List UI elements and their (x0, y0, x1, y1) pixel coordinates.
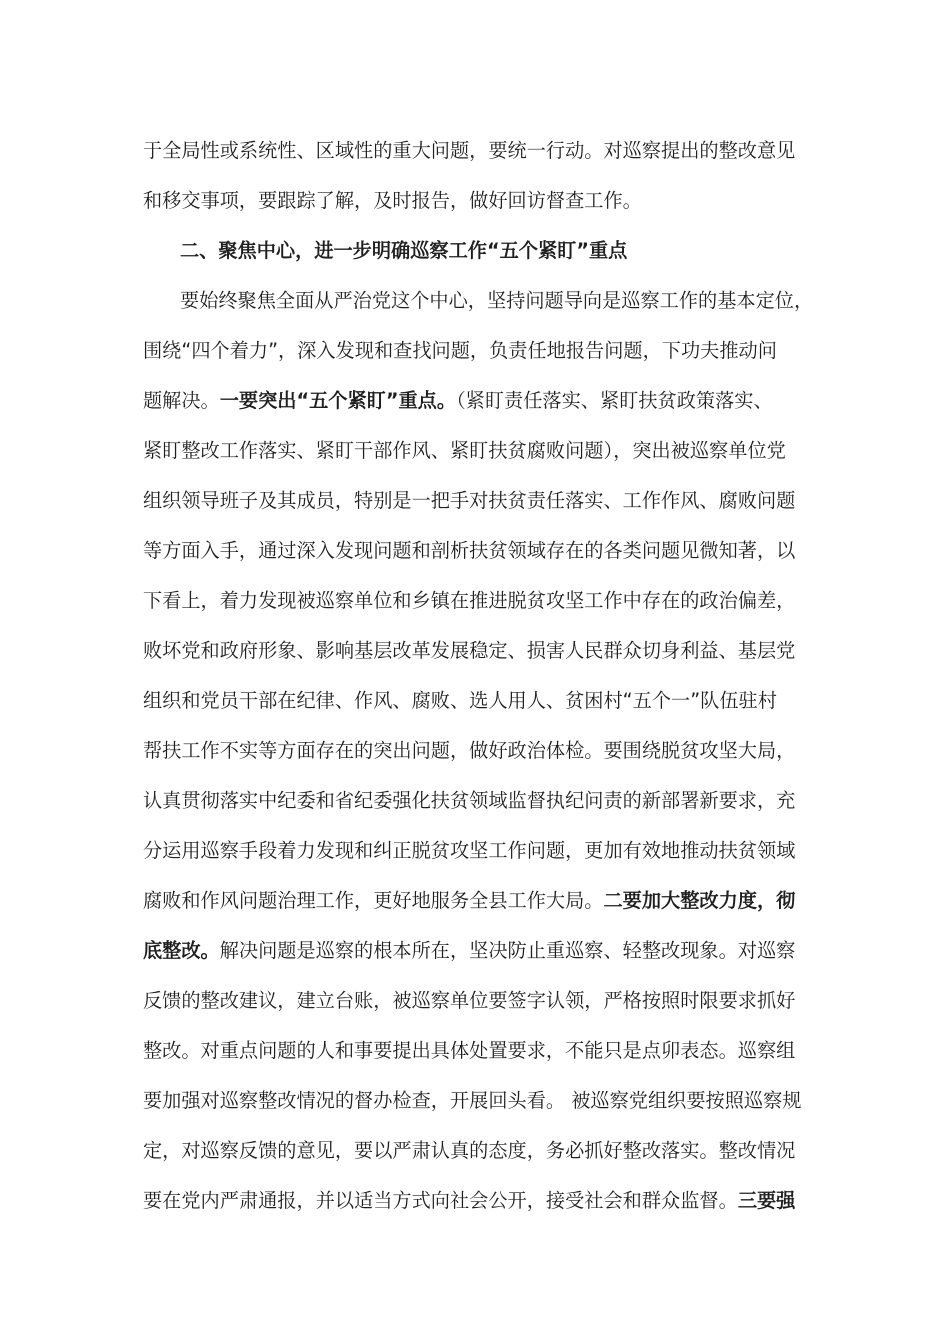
section-heading (180, 238, 627, 264)
text-line-8 (143, 488, 795, 514)
text-run: 组织领导班子及其成员，特别是一把手对扶贫责任落实、工作作风、腐败问题 (143, 489, 796, 512)
text-line-17 (143, 938, 795, 964)
text-line-18 (143, 988, 795, 1014)
text-line-21 (143, 1138, 795, 1164)
text-line-2 (143, 188, 642, 214)
text-run: 腐败和作风问题治理工作，更好地服务全县工作大局。 (143, 889, 604, 912)
bold-run: 三要强 (737, 1189, 796, 1212)
bold-run: 二要加大整改力度，彻 (603, 889, 796, 912)
text-run: 定，对巡察反馈的意见，要以严肃认真的态度，务必抓好整改落实。整改情况 (143, 1139, 796, 1162)
text-line-4 (180, 288, 813, 314)
text-run: 分运用巡察手段着力发现和纠正脱贫攻坚工作问题，更加有效地推动扶贫领域 (143, 839, 796, 862)
text-line-6 (143, 388, 773, 414)
text-run: 反馈的整改建议，建立台账，被巡察单位要签字认领，严格按照时限要求抓好 (143, 989, 796, 1012)
text-run: 紧盯整改工作落实、紧盯干部作风、紧盯扶贫腐败问题），突出被巡察单位党 (143, 439, 786, 462)
text-line-7 (143, 438, 786, 464)
text-line-16 (143, 888, 795, 914)
text-line-11 (143, 638, 795, 664)
bold-run: 一要突出“五个紧盯”重点。 (219, 389, 457, 412)
text-line-15 (143, 838, 795, 864)
text-line-20 (143, 1088, 801, 1114)
text-run: 要在党内严肃通报，并以适当方式向社会公开，接受社会和群众监督。 (143, 1189, 738, 1212)
text-line-1 (143, 138, 808, 164)
text-line-14 (143, 788, 795, 814)
text-line-19 (143, 1038, 795, 1064)
text-run: 败坏党和政府形象、影响基层改革发展稳定、损害人民群众切身利益、基层党 (143, 639, 796, 662)
text-run: 整改。对重点问题的人和事要提出具体处置要求，不能只是点卯表态。巡察组 (143, 1039, 796, 1062)
text-line-10 (143, 588, 795, 614)
text-run: 于全局性或系统性、区域性的重大问题，要统一行动。对巡察提出的整改意见 (143, 139, 796, 162)
text-run: 要加强对巡察整改情况的督办检查，开展回头看。 被巡察党组织要按照巡察规 (143, 1089, 802, 1112)
text-run: 围绕“四个着力”，深入发现和查找问题，负责任地报告问题，下功夫推动问 (143, 339, 777, 362)
text-run: 题解决。 (143, 389, 220, 412)
text-run: 解决问题是巡察的根本所在，坚决防止重巡察、轻整改现象。对巡察 (219, 939, 796, 962)
text-run: （紧盯责任落实、紧盯扶贫政策落实、 (456, 389, 773, 412)
text-run: 认真贯彻落实中纪委和省纪委强化扶贫领域监督执纪问责的新部署新要求，充 (143, 789, 796, 812)
text-run: 等方面入手，通过深入发现问题和剖析扶贫领域存在的各类问题见微知著，以 (143, 539, 796, 562)
text-run: 下看上，着力发现被巡察单位和乡镇在推进脱贫攻坚工作中存在的政治偏差， (143, 589, 796, 612)
bold-run: 底整改。 (143, 939, 220, 962)
text-run: 组织和党员干部在纪律、作风、腐败、选人用人、贫困村“五个一”队伍驻村 (143, 689, 777, 712)
text-line-13 (143, 738, 795, 764)
heading-text: 二、聚焦中心，进一步明确巡察工作“五个紧盯”重点 (180, 239, 628, 262)
text-run: 和移交事项，要跟踪了解，及时报告，做好回访督查工作。 (143, 189, 642, 212)
text-line-9 (143, 538, 795, 564)
text-run: 帮扶工作不实等方面存在的突出问题，做好政治体检。要围绕脱贫攻坚大局， (143, 739, 796, 762)
text-line-5 (143, 338, 777, 364)
text-run: 要始终聚焦全面从严治党这个中心，坚持问题导向是巡察工作的基本定位， (180, 289, 814, 312)
text-line-12 (143, 688, 777, 714)
text-line-22 (143, 1188, 795, 1214)
